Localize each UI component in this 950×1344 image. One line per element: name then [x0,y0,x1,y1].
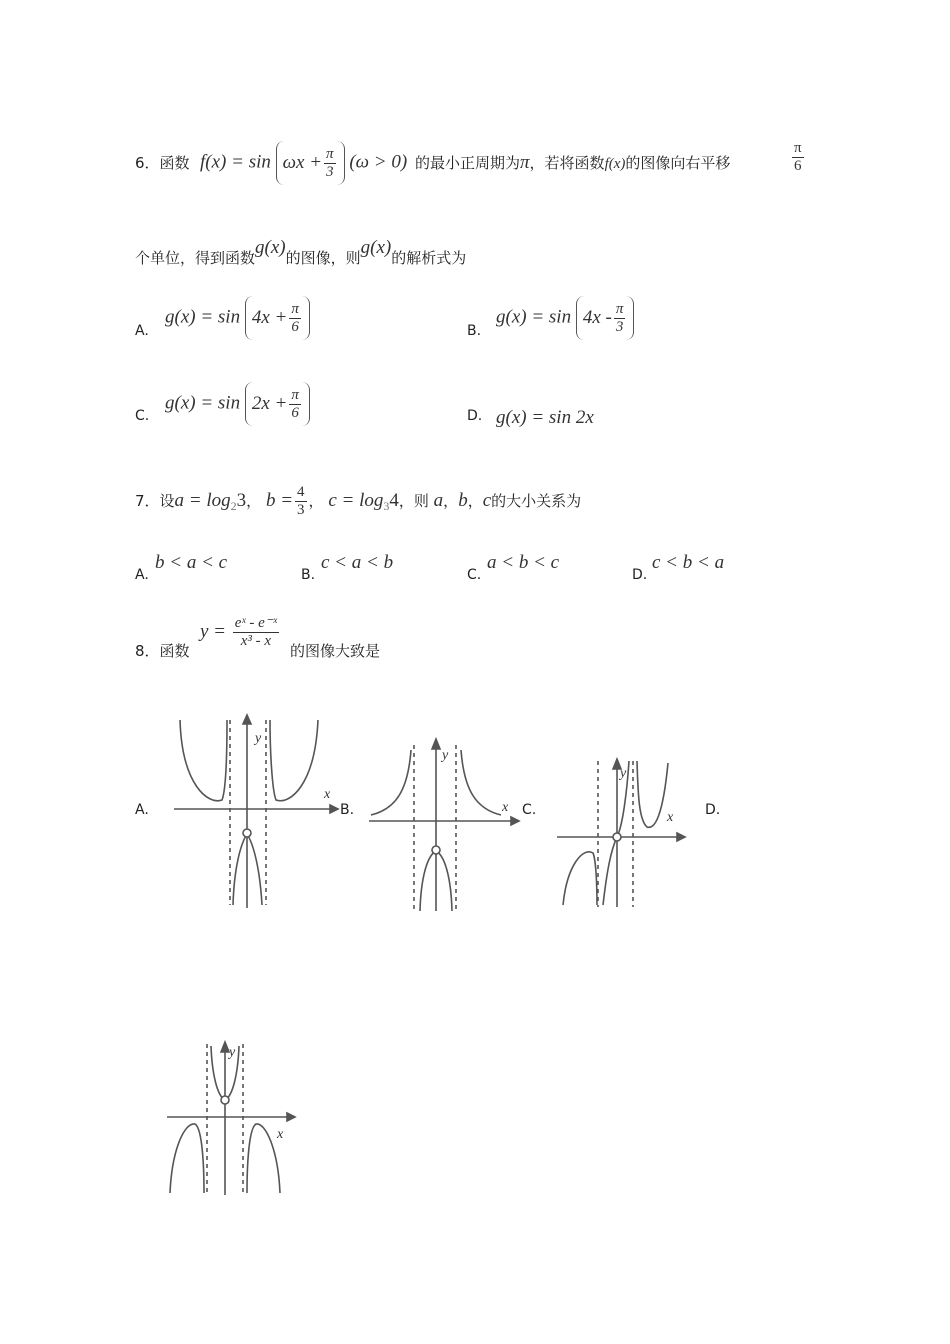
q8-number: 8．函数 [135,642,190,660]
graph-b-hole [432,846,440,854]
q7-option-d: c < b < a [652,552,725,573]
graph-d-hole [221,1096,229,1104]
graph-c-x-arrow [677,833,685,841]
graph-d-curve-right [247,1124,280,1193]
q6-line2: 个单位，得到函数g(x)的图像，则g(x)的解析式为 [135,237,467,267]
q8-option-d-label: D. [705,802,721,818]
q6-option-d-label: D. [467,408,483,424]
q6-option-c-label: C. [135,408,150,424]
q6-function: f(x) = sin ωx + $\frac{\pi}{3}$ (ω > 0) [200,141,407,185]
q7-option-a: b < a < c [155,552,228,573]
graph-b-x-label: x [502,800,509,815]
q8-option-b-label: B. [340,802,355,818]
graph-d-curve-left [170,1124,204,1193]
q6-option-a-label: A. [135,323,149,339]
q7-option-a-label: A. [135,567,149,583]
graph-b [366,735,521,915]
graph-c-x-label: x [667,810,674,825]
graph-b-x-arrow [511,817,519,825]
q7-line: 7．设$a = \log_23$， b = $\frac{4}{3}$ ， $c = \log_34$，则 a，b，c的大小关系为 [135,484,582,518]
graph-c-curve-left [563,852,597,905]
q6-option-b: g(x) = sin 4x - $\frac{\pi}{3}$ [496,296,634,340]
q6-option-d: g(x) = sin 2x [496,407,594,428]
q8-tail: 的图像大致是 [290,642,381,660]
q6-text-period: 的最小正周期为π，若将函数f(x)的图像向右平移 [415,152,731,173]
graph-d [165,1038,300,1198]
graph-a-y-arrow [243,715,251,724]
q7-option-d-label: D. [632,567,648,583]
graph-a-x-arrow [330,805,338,813]
q8-option-a-label: A. [135,802,149,818]
graph-b-curve-right [461,750,501,815]
q7-option-b-label: B. [301,567,316,583]
q6-option-a: g(x) = sin 4x + $\frac{\pi}{6}$ [165,296,310,340]
q7-option-c: a < b < c [487,552,560,573]
graph-d-y-arrow [221,1042,229,1052]
graph-c-hole [613,833,621,841]
graph-c [555,755,690,910]
graph-c-curve-right [637,761,668,827]
q6-option-c: g(x) = sin 2x + $\frac{\pi}{6}$ [165,382,310,426]
graph-d-x-arrow [287,1113,295,1121]
graph-b-curve-left [371,750,411,815]
graph-c-y-label: y [620,766,627,781]
q6-option-b-label: B. [467,323,482,339]
q6-number: 6．函数 [135,154,190,172]
graph-a-curve-left [180,720,227,801]
graph-a-curve-right [270,720,318,801]
graph-a-y-label: y [255,731,262,746]
q8-option-c-label: C. [522,802,537,818]
graph-a-x-label: x [324,787,331,802]
q6-shift-fraction: $\frac{\pi}{6}$ [794,140,802,174]
graph-a-hole [243,829,251,837]
graph-b-y-label: y [442,748,449,763]
q7-option-b: c < a < b [321,552,394,573]
q7-option-c-label: C. [467,567,482,583]
q8-function: y = $\frac{\text{eˣ - e⁻ˣ}}{\text{x³ - x}}$ [200,615,277,649]
graph-b-y-arrow [432,739,440,749]
graph-a [160,710,340,910]
graph-d-y-label: y [229,1045,236,1060]
graph-d-x-label: x [277,1127,284,1142]
